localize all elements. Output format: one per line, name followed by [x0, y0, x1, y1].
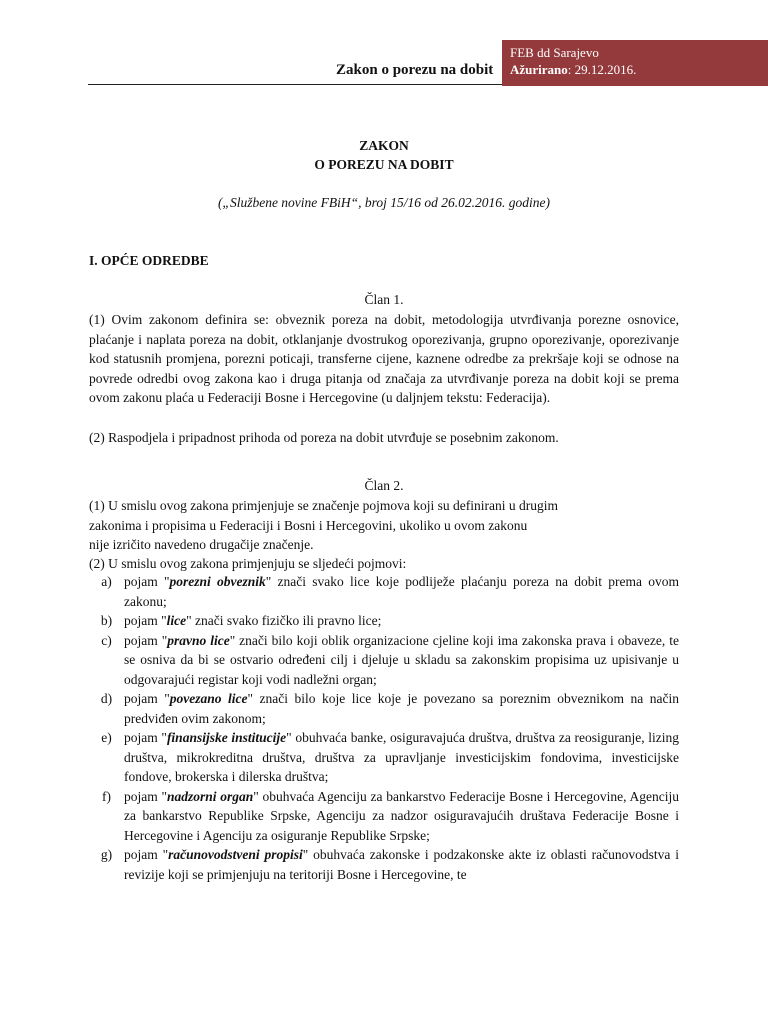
defined-term: finansijske institucije [166, 730, 287, 745]
article-2-paragraph-2: (2) U smislu ovog zakona primjenjuju se sljedeći pojmovi: [89, 556, 407, 571]
list-item [89, 611, 679, 631]
paragraph-line: (1) U smislu ovog zakona primjenjuje se značenje pojmova koji su definirani u drugim [89, 498, 559, 513]
gazette-reference: („Službene novine FBiH“, broj 15/16 od 26.02.2016. godine) [217, 195, 551, 210]
article-2-paragraph-1 [89, 496, 679, 555]
document-header-title: Zakon o porezu na dobit [336, 62, 494, 78]
list-item-letter: b) [100, 613, 113, 628]
article-1-paragraph-2: (2) Raspodjela i pripadnost prihoda od poreza na dobit utvrđuje se posebnim zakonom. [89, 430, 559, 445]
law-title-line2: O POREZU NA DOBIT [314, 157, 454, 172]
list-item-text: pojam "nadzorni organ" obuhvaća Agenciju za bankarstvo Federacije Bosne i Hercegovine, Agenciju za bankarstvo Republike Srpske, Agenciju za nadzor osiguravajućih društava Federacije Bosne i Hercegovine i Agenciju za osiguranje Republike Srpske; [124, 788, 679, 843]
list-item-text: pojam "finansijske institucije" obuhvaća banke, osiguravajuća društva, društva za reosiguranje, lizing društva, mikrokreditna društva, društva za upravljanje investicijskim fondovima, investicijske fondove, brokerska i dilerska društva; [124, 730, 680, 784]
list-item-text: pojam "pravno lice" znači bilo koji oblik organizacione cjeline koji ima zakonska prava i obaveze, te se osniva da bi se ostvario određeni cilj i djeluje u skladu sa zakonskim propisima uz upisivanje u odgovarajući registar koji vodi nadležni organ; [124, 632, 679, 687]
list-item-letter: a) [101, 574, 112, 589]
list-item-text: pojam "računovodstveni propisi" obuhvaća zakonske i podzakonske akte iz oblasti računovodstva i revizije koji se primjenjuju na teritoriji Bosne i Hercegovine, te [124, 847, 679, 882]
article-1-paragraph-1: (1) Ovim zakonom definira se: obveznik poreza na dobit, metodologija utvrđivanja porezne osnovice, plaćanje i naplata poreza na dobit, otklanjanje dvostrukog oporezivanja, grupno oporezivanje, oporezivanje kod statusnih promjena, porezni poticaji, transferne cijene, kaznene odredbe za prekršaje koji se odnose na povrede odredbi ovog zakona kao i druga pitanja od značaja za utvrđivanje poreza na dobit koji se prema ovom zakonu plaća u Federaciji Bosne i Hercegovine (u daljnjem tekstu: Federacija). [89, 312, 679, 405]
defined-term: lice [166, 613, 187, 628]
article-2-label: Član 2. [364, 478, 404, 493]
list-item-letter: e) [101, 730, 112, 745]
list-item [89, 631, 679, 690]
publisher-name: FEB dd Sarajevo [510, 45, 599, 60]
defined-term: povezano lice [169, 691, 248, 706]
list-item-text: pojam "povezano lice" znači bilo koje lice koje je povezano sa poreznim obveznikom na način predviđen ovim zakonom; [124, 691, 679, 726]
section-heading: I. OPĆE ODREDBE [89, 253, 209, 268]
updated-date: 29.12.2016. [574, 62, 637, 77]
definitions-list [89, 572, 679, 884]
header-divider [88, 84, 502, 85]
list-item [89, 845, 679, 884]
list-item-text: pojam "lice" znači svako fizičko ili pravno lice; [124, 613, 382, 628]
list-item [89, 689, 679, 728]
publisher-box [502, 40, 768, 86]
list-item [89, 728, 679, 787]
paragraph-line: nije izričito navedeno drugačije značenje. [89, 537, 314, 552]
article-1-label: Član 1. [364, 292, 404, 307]
list-item [89, 572, 679, 611]
list-item-letter: g) [100, 847, 113, 862]
defined-term: nadzorni organ [167, 788, 254, 804]
list-item-letter: f) [102, 788, 111, 804]
defined-term: računovodstveni propisi [168, 847, 303, 862]
defined-term: porezni obveznik [169, 574, 266, 589]
list-item-text: pojam "porezni obveznik" znači svako lice koje podliježe plaćanju poreza na dobit prema ovom zakonu; [124, 574, 679, 609]
defined-term: pravno lice [167, 632, 230, 648]
law-title-line1: ZAKON [359, 138, 409, 153]
list-item [89, 787, 679, 846]
list-item-letter: d) [100, 691, 113, 706]
paragraph-line: zakonima i propisima u Federaciji i Bosni i Hercegovini, ukoliko u ovom zakonu [89, 517, 528, 533]
update-info: Ažurirano: 29.12.2016. [510, 62, 637, 77]
updated-label: Ažurirano [510, 62, 568, 77]
list-item-letter: c) [101, 632, 112, 648]
